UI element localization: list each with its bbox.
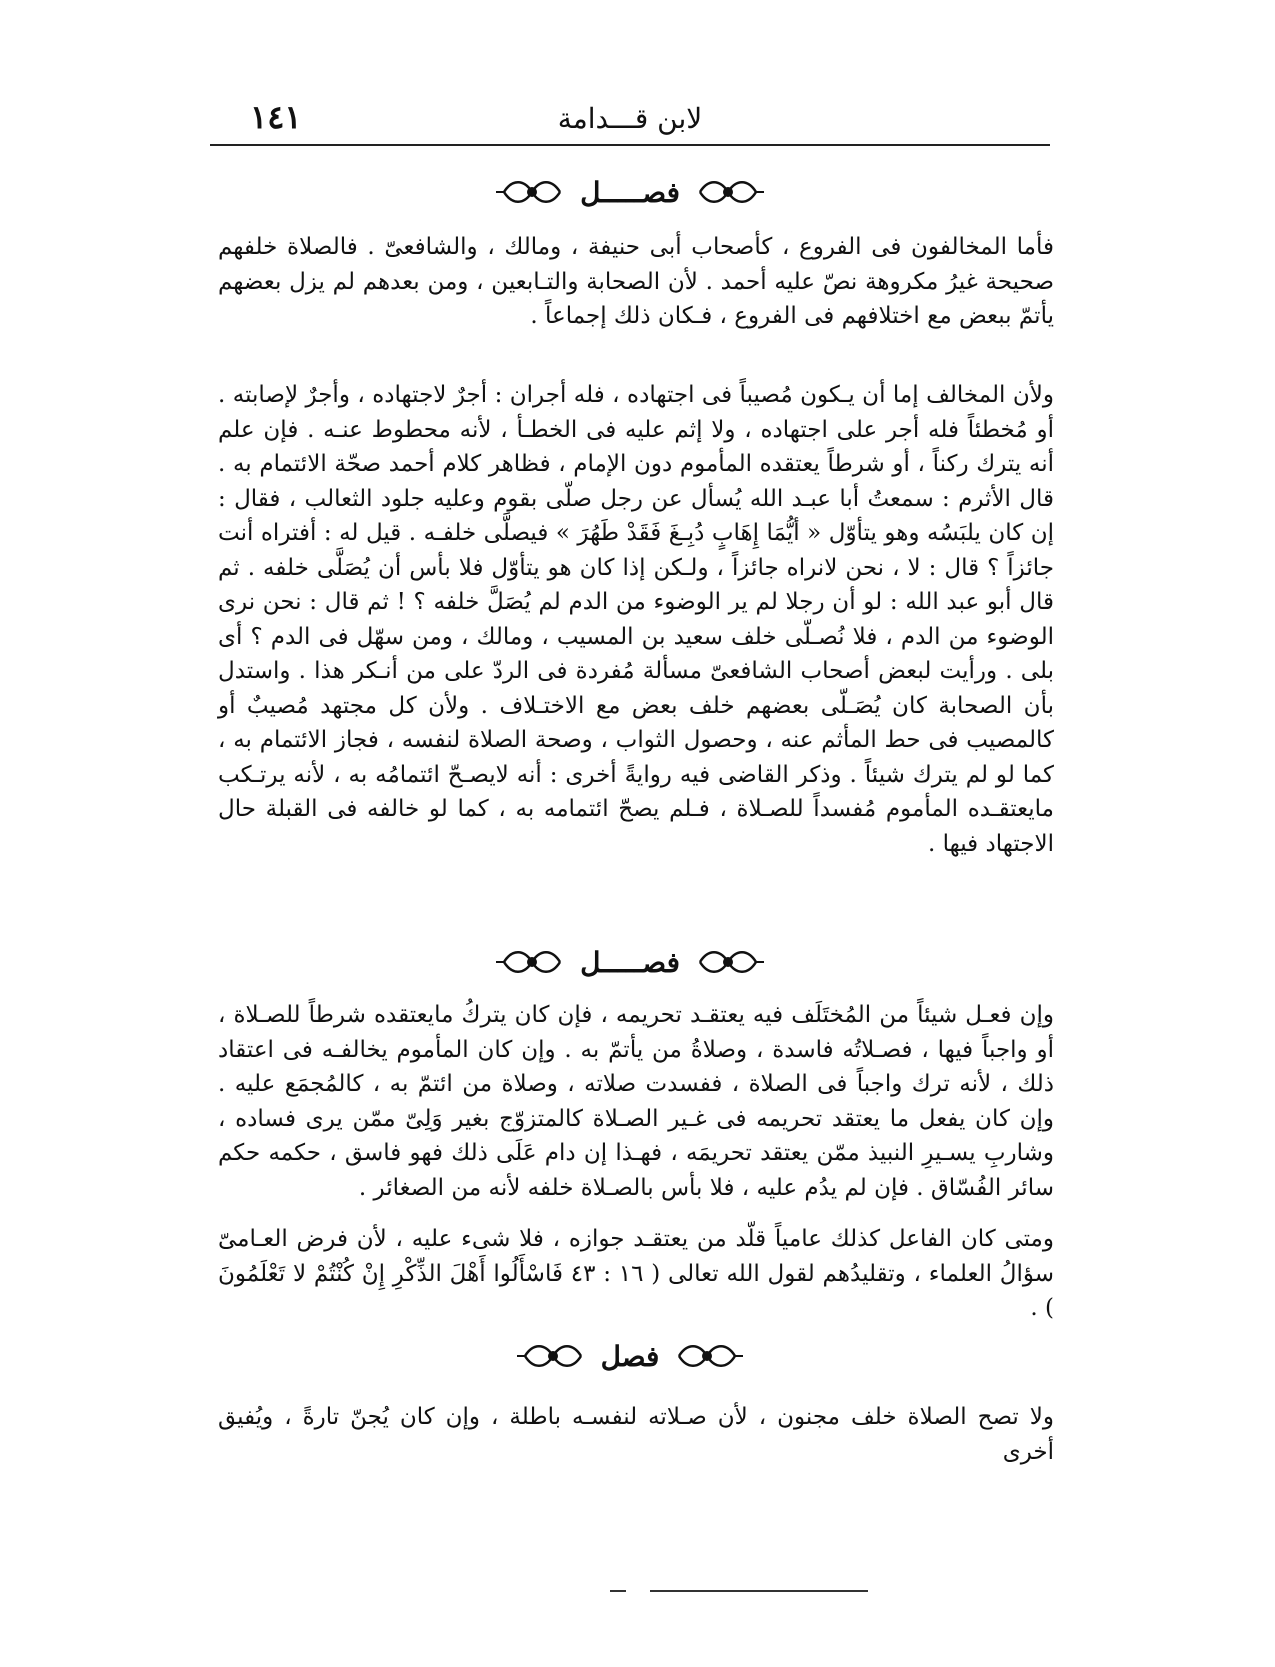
- ornament-left-icon: [517, 1339, 587, 1373]
- ornament-left-icon: [496, 175, 566, 209]
- ornament-right-icon: [694, 175, 764, 209]
- ornament-left-icon: [496, 945, 566, 979]
- ornament-right-icon: [694, 945, 764, 979]
- section-heading: [210, 172, 1050, 212]
- ornament-right-icon: [673, 1339, 743, 1373]
- paragraph: وإن فعـل شيئاً من المُختَلَف فيه يعتقـد تحريمه ، فإن كان يتركُ مايعتقده شرطاً للصـلاة ، أو واجباً فيها ، فصـلاتُه فاسدة ، وصلاةُ من يأتمّ به . وإن كان المأموم يخالفـه فى اعتقاد ذلك ، لأنه ترك واجباً فى الصلاة ، ففسدت صلاته ، وصلاة من ائتمّ به ، كالمُجمَع عليه . وإن كان يفعل ما يعتقد تحريمه فى غـير الصـلاة كالمتزوّج بغير وَلِىّ ممّن يرى فساده ، وشاربِ يسـيرِ النبيذ ممّن يعتقد تحريمَه ، فهـذا إن دام عَلَى ذلك فهو فاسق ، حكمه حكم سائر الفُسّاق . فإن لم يدُم عليه ، فلا بأس بالصـلاة خلفه لأنه من الصغائر .: [218, 1002, 1055, 1201]
- page-header: [210, 92, 1050, 142]
- section-heading-label: فصـــــل: [580, 945, 680, 979]
- section-heading: [210, 1336, 1050, 1376]
- paragraph: فأما المخالفون فى الفروع ، كأصحاب أبى حنيفة ، ومالك ، والشافعىّ . فالصلاة خلفهم صحيحة غيرُ مكروهة نصّ عليه أحمد . لأن الصحابة والتـابعين ، ومن بعدهم لم يزل بعضهم يأتمّ ببعض مع اختلافهم فى الفروع ، فـكان ذلك إجماعاً .: [218, 234, 1054, 329]
- paragraph: ومتى كان الفاعل كذلك عامياً قلّد من يعتقـد جوازه ، فلا شىء عليه ، لأن فرض العـامىّ سؤالُ العلماء ، وتقليدُهم لقول الله تعالى ( ١٦ : ٤٣ فَاسْأَلُوا أَهْلَ الذِّكْرِ إِنْ كُنْتُمْ لا تَعْلَمُونَ ) .: [218, 1226, 1054, 1321]
- paragraph: ولا تصح الصلاة خلف مجنون ، لأن صـلاته لنفسـه باطلة ، وإن كان يُجنّ تارةً ، ويُفيق أخرى: [218, 1404, 1054, 1465]
- running-title: لابن قـــدامة: [557, 102, 703, 135]
- footer-rule: [650, 1590, 868, 1592]
- header-rule: [210, 144, 1050, 146]
- section-heading-label: فصـــــل: [580, 175, 680, 209]
- section-heading-label: فصل: [600, 1339, 660, 1373]
- footer-rule-short: [610, 1590, 626, 1592]
- page-number: ١٤١: [250, 98, 302, 136]
- section-heading: [210, 942, 1050, 982]
- paragraph: ولأن المخالف إما أن يـكون مُصيباً فى اجتهاده ، فله أجران : أجرٌ لاجتهاده ، وأجرٌ لإصابته . أو مُخطئاً فله أجر على اجتهاده ، ولا إثم عليه فى الخطـأ ، لأنه محطوط عنـه . فإن علم أنه يترك ركناً ، أو شرطاً يعتقده المأموم دون الإمام ، فظاهر كلام أحمد صحّة الائتمام به . قال الأثرم : سمعتُ أبا عبـد الله يُسأل عن رجل صلّى بقوم وعليه جلود الثعالب ، فقال : إن كان يلبَسُه وهو يتأوّل « أيُّمَا إِهَابٍ دُبِـغَ فَقَدْ طَهُرَ » فيصلَّى خلفـه . قيل له : أفتراه أنت جائزاً ؟ قال : لا ، نحن لانراه جائزاً ، ولـكن إذا كان هو يتأوّل فلا بأس أن يُصَلَّى خلفه . ثم قال أبو عبد الله : لو أن رجلا لم ير الوضوء من الدم لم يُصَلَّ خلفه ؟ ! ثم قال : نحن نرى الوضوء من الدم ، فلا نُصـلّى خلف سعيد بن المسيب ، ومالك ، ومن سهّل فى الدم ؟ أى بلى . ورأيت لبعض أصحاب الشافعىّ مسألة مُفردة فى الردّ على من أنـكر هذا . واستدل بأن الصحابة كان يُصَـلّى بعضهم خلف بعض مع الاختـلاف . ولأن كل مجتهد مُصيبٌ أو كالمصيب فى حط المأثم عنه ، وحصول الثواب ، وصحة الصلاة لنفسه ، فجاز الائتمام به ، كما لو لم يترك شيئاً . وذكر القاضى فيه روايةً أخرى : أنه لايصـحّ ائتمامُه به ، لأنه يرتـكب مايعتقـده المأموم مُفسداً للصـلاة ، فـلم يصحّ ائتمامه به ، كما لو خالفه فى القبلة حال الاجتهاد فيها .: [218, 382, 1054, 857]
